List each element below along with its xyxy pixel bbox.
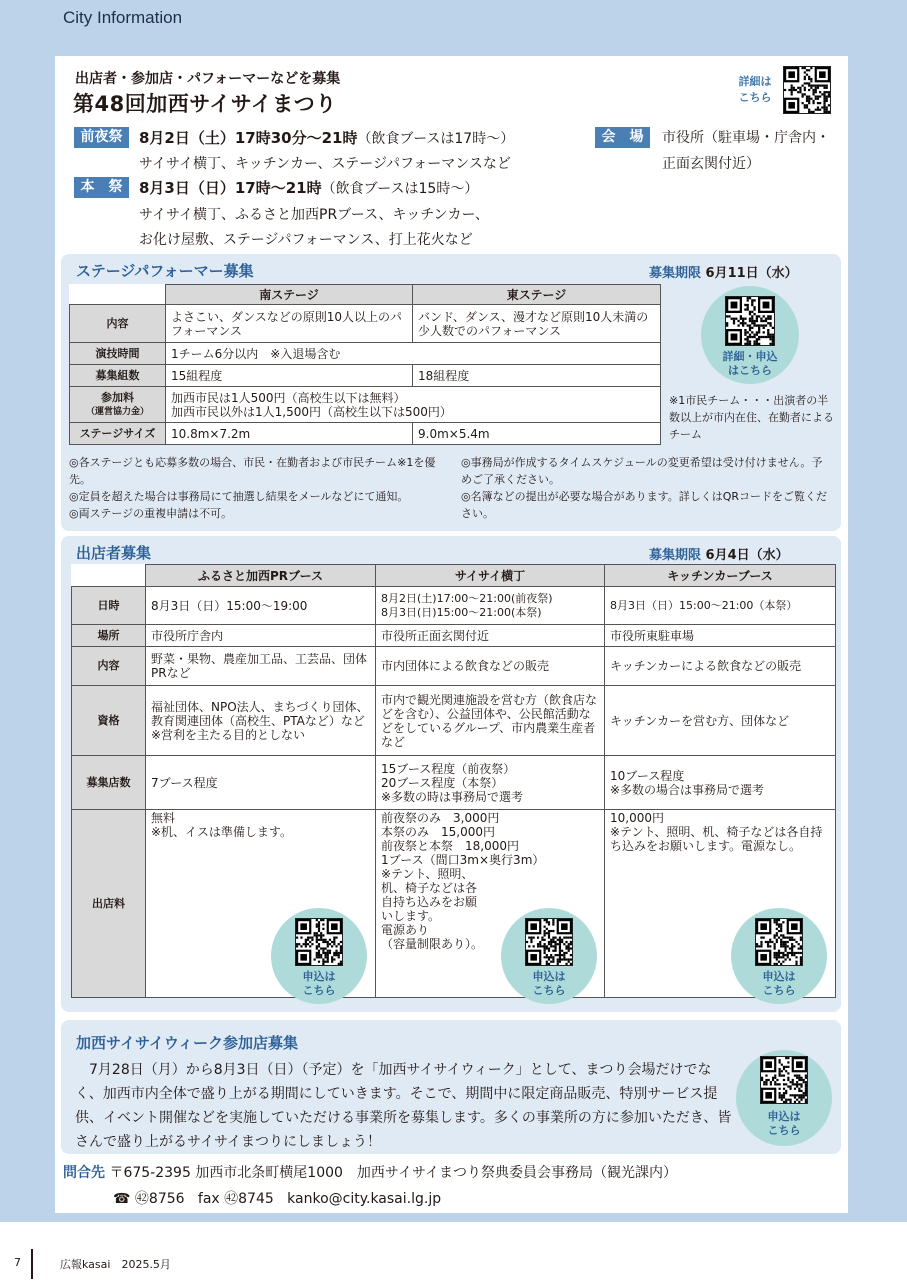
alley-date-1: 8月2日(土)17:00～21:00(前夜祭) [381, 591, 553, 605]
main-date-line [139, 177, 478, 198]
vendor-cell: 野菜・果物、農産加工品、工芸品、団体PRなど [146, 647, 376, 686]
fee-label-1: 参加料 [101, 390, 134, 404]
eve-items: サイサイ横丁、キッチンカー、ステージパフォーマンスなど [139, 156, 511, 172]
fee-alley-line: 本祭のみ 15,000円 [381, 825, 495, 839]
count-kitchen-2: ※多数の場合は事務局で選考 [610, 782, 765, 797]
stage-cell: 10.8m×7.2m [166, 423, 413, 445]
stage-col-south: 南ステージ [166, 285, 413, 305]
stage-cell: 9.0m×5.4m [413, 423, 661, 445]
apply-text-2: こちら [767, 1124, 801, 1137]
vendor-cell: キッチンカーを営む方、団体など [605, 686, 836, 756]
venue-line2: 正面玄関付近） [662, 156, 760, 172]
page-number: 7 [14, 1256, 21, 1269]
contact-label: 問合先 [63, 1165, 105, 1181]
qr-code-icon[interactable] [725, 296, 775, 346]
fee-kitchen-2: ※テント、照明、机、椅子などは各自持ち込みをお願いします。電源なし。 [610, 825, 823, 853]
note-item: ◎定員を超えた場合は事務局にて抽選し結果をメールなどにて通知。 [69, 490, 409, 503]
vendor-cell-count-alley [376, 756, 605, 810]
stage-corner [70, 285, 166, 305]
apply-text-2: こちら [532, 984, 566, 997]
qual-pr-2: ※営利を主たる目的としない [151, 727, 306, 742]
pr-apply-circle[interactable] [271, 908, 367, 1004]
footer-divider [31, 1249, 33, 1279]
stage-row-label-fee [70, 387, 166, 423]
vendor-corner [72, 565, 146, 587]
kitchen-apply-circle[interactable] [731, 908, 827, 1004]
stage-apply-circle[interactable] [701, 286, 799, 384]
note-item: ◎名簿などの提出が必要な場合があります。詳しくはQRコードをご覧ください。 [461, 490, 828, 520]
vendor-cell: 8月3日（日）15:00～19:00 [146, 587, 376, 625]
vendor-row-label: 内容 [72, 647, 146, 686]
week-body: 7月28日（月）から8月3日（日）（予定）を「加西サイサイウィーク」として、まつり会場だけでなく、加西市内全体で盛り上がる期間にしていきます。そこで、期間中に限定商品販売、特別サービス提供、イベント開催などを実施していただける事業所を募集します。多くの事業所の方に参加いただき、皆さんで盛り上がるサイサイまつりにしましょう！ [75, 1062, 732, 1150]
vendor-cell: 市役所東駐車場 [605, 625, 836, 647]
stage-panel [61, 254, 841, 531]
stage-row-label: 募集組数 [70, 365, 166, 387]
fee-alley-line: 前夜祭と本祭 18,000円 [381, 839, 519, 853]
venue-tag: 会 場 [595, 127, 650, 148]
stage-deadline-label: 募集期限 [649, 266, 702, 281]
vendor-col-kitchen: キッチンカーブース [605, 565, 836, 587]
vendor-row-label: 出店料 [72, 810, 146, 998]
vendor-cell: キッチンカーによる飲食などの販売 [605, 647, 836, 686]
main-date: 8月3日（日）17時～21時 [139, 179, 322, 197]
vendor-cell: 市内で観光関連施設を営む方（飲食店などを含む）、公益団体や、公民館活動などをしているグループ、市内農業生産者など [376, 686, 605, 756]
vendor-col-alley: サイサイ横丁 [376, 565, 605, 587]
apply-text-2: こちら [762, 984, 796, 997]
vendor-cell-alley-date [376, 587, 605, 625]
stage-cell: 18組程度 [413, 365, 661, 387]
stage-deadline-date: 6月11日（水） [705, 266, 798, 281]
fee-pr-2: ※机、イスは準備します。 [151, 825, 292, 839]
vendor-cell: 市役所庁舎内 [146, 625, 376, 647]
stage-row-label: 内容 [70, 305, 166, 343]
stage-title: ステージパフォーマー募集 [76, 262, 254, 280]
vendor-deadline [649, 544, 789, 563]
qr-code-icon[interactable] [783, 66, 831, 114]
stage-deadline [649, 262, 798, 281]
note-item: ◎両ステージの重複申請は不可。 [69, 507, 233, 520]
fee-alley-line: 1ブース（間口3m×奥行3m） [381, 853, 545, 867]
stage-row-label: ステージサイズ [70, 423, 166, 445]
stage-cell: バンド、ダンス、漫才など原則10人未満の少人数でのパフォーマンス [413, 305, 661, 343]
stage-fee-cell [166, 387, 661, 423]
stage-cell: 1チーム6分以内 ※入退場含む [166, 343, 661, 365]
fee-alley-line: 机、椅子などは各 [381, 881, 478, 895]
stage-apply-text-2: はこちら [728, 364, 772, 377]
count-alley-2: 20ブース程度（本祭） [381, 775, 504, 790]
vendor-deadline-label: 募集期限 [649, 548, 702, 563]
event-subtitle: 出店者・参加店・パフォーマーなどを募集 [75, 71, 341, 87]
vendor-row-label: 募集店数 [72, 756, 146, 810]
main-items-2: お化け屋敷、ステージパフォーマンス、打上花火など [139, 232, 473, 248]
eve-note: （飲食ブースは17時～） [357, 131, 515, 147]
vendor-row-label: 資格 [72, 686, 146, 756]
stage-notes-right [461, 454, 831, 522]
vendor-title: 出店者募集 [76, 544, 152, 562]
vendor-row-label: 日時 [72, 587, 146, 625]
main-items-1: サイサイ横丁、ふるさと加西PRブース、キッチンカー、 [139, 207, 489, 223]
note-item: ◎各ステージとも応募多数の場合、市民・在勤者および市民チーム※1を優先。 [69, 456, 436, 486]
apply-text-1: 申込は [532, 970, 566, 983]
apply-text-1: 申込は [302, 970, 336, 983]
vendor-cell: 市役所正面玄関付近 [376, 625, 605, 647]
vendor-row-label: 場所 [72, 625, 146, 647]
qr-code-icon[interactable] [525, 918, 573, 966]
fee-line-2: 加西市民以外は1人1,500円（高校生以下は500円） [171, 404, 452, 419]
vendor-cell-qual-pr [146, 686, 376, 756]
vendor-cell: 市内団体による飲食などの販売 [376, 647, 605, 686]
contact-email[interactable]: kanko@city.kasai.lg.jp [287, 1191, 442, 1207]
eve-date: 8月2日（土）17時30分～21時 [139, 129, 358, 147]
contact-line [63, 1162, 677, 1182]
main-note: （飲食ブースは15時～） [321, 181, 479, 197]
qual-pr-1: 福祉団体、NPO法人、まちづくり団体、教育関連団体（高校生、PTAなど）など [151, 699, 369, 728]
stage-cell: 15組程度 [166, 365, 413, 387]
eve-date-line [139, 127, 514, 148]
contact-phone-line [113, 1188, 441, 1208]
note-item: ◎事務局が作成するタイムスケジュールの変更希望は受け付けません。予めご了承ください。 [461, 456, 823, 486]
fee-alley-line: ※テント、照明、 [381, 867, 474, 881]
eve-tag: 前夜祭 [74, 127, 129, 148]
details-link-line2: こちら [738, 91, 772, 104]
week-apply-circle[interactable] [736, 1050, 832, 1146]
fee-alley-line: （容量制限あり）。 [381, 937, 484, 951]
stage-apply-text-1: 詳細・申込 [722, 350, 778, 363]
stage-cell: よさこい、ダンスなどの原則10人以上のパフォーマンス [166, 305, 413, 343]
fee-pr-1: 無料 [151, 811, 176, 825]
alley-apply-circle[interactable] [501, 908, 597, 1004]
qr-code-icon[interactable] [760, 1056, 808, 1104]
fee-alley-line: 自持ち込みをお願 [381, 895, 478, 909]
vendor-deadline-date: 6月4日（水） [705, 548, 789, 563]
vendor-col-pr: ふるさと加西PRブース [146, 565, 376, 587]
event-title: 第48回加西サイサイまつり [73, 92, 337, 116]
fee-alley-line: 前夜祭のみ 3,000円 [381, 811, 500, 825]
main-tag: 本 祭 [74, 177, 129, 198]
fee-line-1: 加西市民は1人500円（高校生以下は無料） [171, 390, 406, 405]
qr-code-icon[interactable] [295, 918, 343, 966]
contact-fax: fax ㊷8745 [197, 1191, 274, 1207]
count-alley-3: ※多数の時は事務局で選考 [381, 789, 524, 804]
content-page [55, 56, 848, 1213]
count-alley-1: 15ブース程度（前夜祭） [381, 761, 516, 776]
stage-notes-left [69, 454, 453, 522]
details-link-line1: 詳細は [738, 75, 772, 88]
fee-alley-line: 電源あり [381, 923, 430, 937]
details-link[interactable] [731, 74, 779, 106]
vendor-cell: 7ブース程度 [146, 756, 376, 810]
stage-row-label: 演技時間 [70, 343, 166, 365]
contact-phone: ㊷8756 [134, 1191, 185, 1207]
apply-text-1: 申込は [762, 970, 796, 983]
fee-label-2: （運営協力金） [85, 406, 149, 417]
vendor-panel [61, 536, 841, 1012]
count-kitchen-1: 10ブース程度 [610, 768, 685, 783]
stage-table [69, 284, 661, 445]
stage-side-note: ※1市民チーム・・・出演者の半数以上が市内在住、在勤者によるチーム [669, 394, 834, 441]
fee-kitchen-1: 10,000円 [610, 811, 664, 825]
magazine-issue: 広報kasai 2025.5月 [60, 1258, 171, 1271]
phone-icon: ☎ [113, 1191, 131, 1207]
week-title: 加西サイサイウィーク参加店募集 [76, 1034, 299, 1052]
qr-code-icon[interactable] [755, 918, 803, 966]
section-header: City Information [63, 8, 183, 27]
apply-text-2: こちら [302, 984, 336, 997]
contact-address: 〒675-2395 加西市北条町横尾1000 加西サイサイまつり祭典委員会事務局（観光課内） [109, 1165, 677, 1181]
fee-alley-line: いします。 [381, 909, 441, 923]
vendor-table [71, 564, 836, 998]
alley-date-2: 8月3日(日)15:00～21:00(本祭) [381, 605, 542, 619]
stage-col-east: 東ステージ [413, 285, 661, 305]
apply-text-1: 申込は [767, 1110, 801, 1123]
venue-line1: 市役所（駐車場・庁舎内・ [662, 130, 830, 146]
vendor-cell: 8月3日（日）15:00～21:00（本祭） [605, 587, 836, 625]
footer [0, 1222, 907, 1282]
vendor-cell-count-kitchen [605, 756, 836, 810]
